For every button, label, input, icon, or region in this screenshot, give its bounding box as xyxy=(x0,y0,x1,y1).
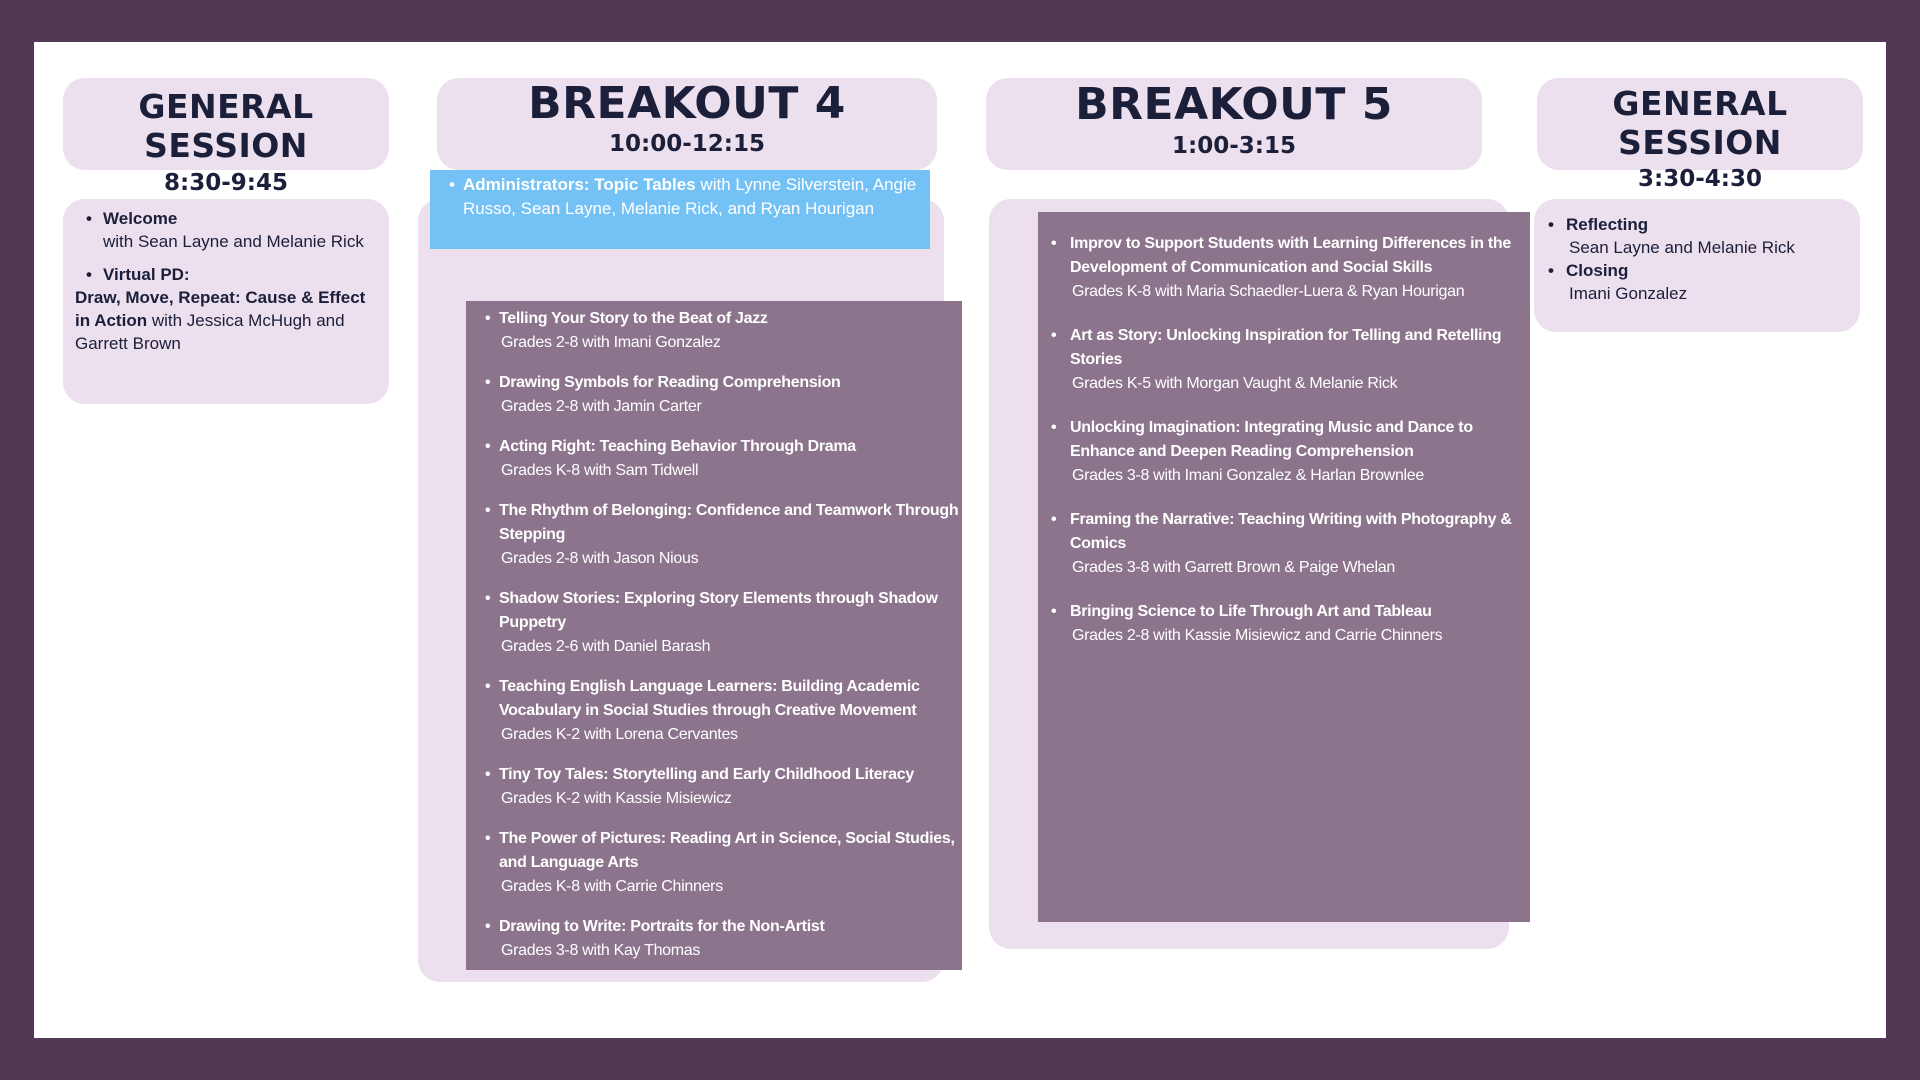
session-title: • Art as Story: Unlocking Inspiration for Telling and Retelling Stories xyxy=(1070,327,1502,368)
virtual-pd-title: Draw, Move, Repeat: Cause & Effect in Action xyxy=(75,288,366,330)
session-title: • Unlocking Imagination: Integrating Music and Dance to Enhance and Deepen Reading Comprehension xyxy=(1070,419,1473,460)
list-item xyxy=(1542,259,1850,305)
list-item xyxy=(75,263,379,286)
session-item xyxy=(466,435,962,483)
breakout-4-sessions-panel xyxy=(466,301,962,970)
session-details: Grades K-8 with Maria Schaedler-Luera & Ryan Hourigan xyxy=(1072,283,1465,300)
admin-presenters: with Lynne Silverstein, Angie Russo, Sean Layne, Melanie Rick, and Ryan Hourigan xyxy=(463,175,917,218)
session-title: • Teaching English Language Learners: Building Academic Vocabulary in Social Studies through Creative Movement xyxy=(499,678,920,719)
session-title: • Drawing to Write: Portraits for the Non-Artist xyxy=(499,918,825,935)
admin-label: Administrators: Topic Tables xyxy=(463,175,696,194)
session-item xyxy=(466,675,962,747)
column-title: BREAKOUT 5 xyxy=(1075,79,1393,130)
item-presenters: Sean Layne and Melanie Rick xyxy=(1569,238,1795,257)
session-title: • Acting Right: Teaching Behavior Through Drama xyxy=(499,438,856,455)
breakout-5-header xyxy=(986,78,1482,170)
session-details: Grades 2-8 with Jason Nious xyxy=(501,550,699,567)
session-list xyxy=(466,307,962,963)
session-details: Grades 2-8 with Imani Gonzalez xyxy=(501,334,721,351)
list-item xyxy=(75,207,379,253)
session-item xyxy=(1038,508,1530,580)
item-label: • Virtual PD: xyxy=(103,265,190,284)
session-details: Grades 2-8 with Kassie Misiewicz and Carrie Chinners xyxy=(1072,627,1443,644)
general-session-afternoon-card xyxy=(1534,199,1860,332)
column-time: 1:00-3:15 xyxy=(1172,133,1296,159)
session-title: • The Power of Pictures: Reading Art in Science, Social Studies, and Language Arts xyxy=(499,830,955,871)
session-item xyxy=(466,371,962,419)
session-details: Grades 3-8 with Kay Thomas xyxy=(501,942,701,959)
session-title: • The Rhythm of Belonging: Confidence and Teamwork Through Stepping xyxy=(499,502,959,543)
general-session-morning-header xyxy=(63,78,389,196)
session-title: • Shadow Stories: Exploring Story Elements through Shadow Puppetry xyxy=(499,590,938,631)
session-details: Grades 3-8 with Garrett Brown & Paige Whelan xyxy=(1072,559,1395,576)
session-details: Grades K-2 with Kassie Misiewicz xyxy=(501,790,732,807)
session-title: • Framing the Narrative: Teaching Writing with Photography & Comics xyxy=(1070,511,1512,552)
session-details: Grades 2-8 with Jamin Carter xyxy=(501,398,702,415)
column-time: 10:00-12:15 xyxy=(609,131,765,157)
session-item xyxy=(466,587,962,659)
item-presenters: Imani Gonzalez xyxy=(1569,284,1688,303)
session-details: Grades K-2 with Lorena Cervantes xyxy=(501,726,738,743)
session-title: • Improv to Support Students with Learning Differences in the Development of Communication and Social Skills xyxy=(1070,235,1511,276)
breakout-4-header xyxy=(437,78,937,170)
column-title: GENERAL SESSION xyxy=(138,87,314,165)
session-details: Grades K-5 with Morgan Vaught & Melanie Rick xyxy=(1072,375,1398,392)
session-item xyxy=(466,499,962,571)
session-title: • Bringing Science to Life Through Art and Tableau xyxy=(1070,603,1432,620)
item-label: • Closing xyxy=(1566,261,1629,280)
session-item xyxy=(1038,600,1530,648)
item-label: • Reflecting xyxy=(1566,215,1649,234)
session-item xyxy=(466,915,962,963)
session-item xyxy=(466,763,962,811)
virtual-pd-presenters: with Jessica McHugh and Garrett Brown xyxy=(75,311,345,353)
column-title: GENERAL SESSION xyxy=(1612,84,1788,162)
session-list xyxy=(1038,232,1530,648)
session-item xyxy=(466,827,962,899)
list-item xyxy=(1542,213,1850,259)
session-details: Grades 2-6 with Daniel Barash xyxy=(501,638,711,655)
session-list xyxy=(75,207,379,286)
general-session-morning-card xyxy=(63,199,389,404)
session-item xyxy=(1038,324,1530,396)
session-title: • Tiny Toy Tales: Storytelling and Early Childhood Literacy xyxy=(499,766,914,783)
virtual-pd-description xyxy=(75,286,379,355)
session-details: Grades 3-8 with Imani Gonzalez & Harlan Brownlee xyxy=(1072,467,1424,484)
breakout-5-sessions-panel xyxy=(1038,212,1530,922)
administrators-topic-tables xyxy=(430,170,930,249)
column-time: 3:30-4:30 xyxy=(1638,166,1762,192)
session-title: • Telling Your Story to the Beat of Jazz xyxy=(499,310,768,327)
item-label: • Welcome xyxy=(103,209,178,228)
session-item xyxy=(1038,416,1530,488)
item-presenters: with Sean Layne and Melanie Rick xyxy=(103,232,364,251)
general-session-afternoon-header xyxy=(1537,78,1863,192)
session-item xyxy=(1038,232,1530,304)
session-list xyxy=(1542,213,1850,305)
session-item xyxy=(466,307,962,355)
session-details: Grades K-8 with Carrie Chinners xyxy=(501,878,723,895)
column-title: BREAKOUT 4 xyxy=(528,78,846,129)
column-time: 8:30-9:45 xyxy=(164,170,288,196)
session-details: Grades K-8 with Sam Tidwell xyxy=(501,462,699,479)
schedule-slide xyxy=(34,42,1886,1038)
session-title: • Drawing Symbols for Reading Comprehension xyxy=(499,374,841,391)
